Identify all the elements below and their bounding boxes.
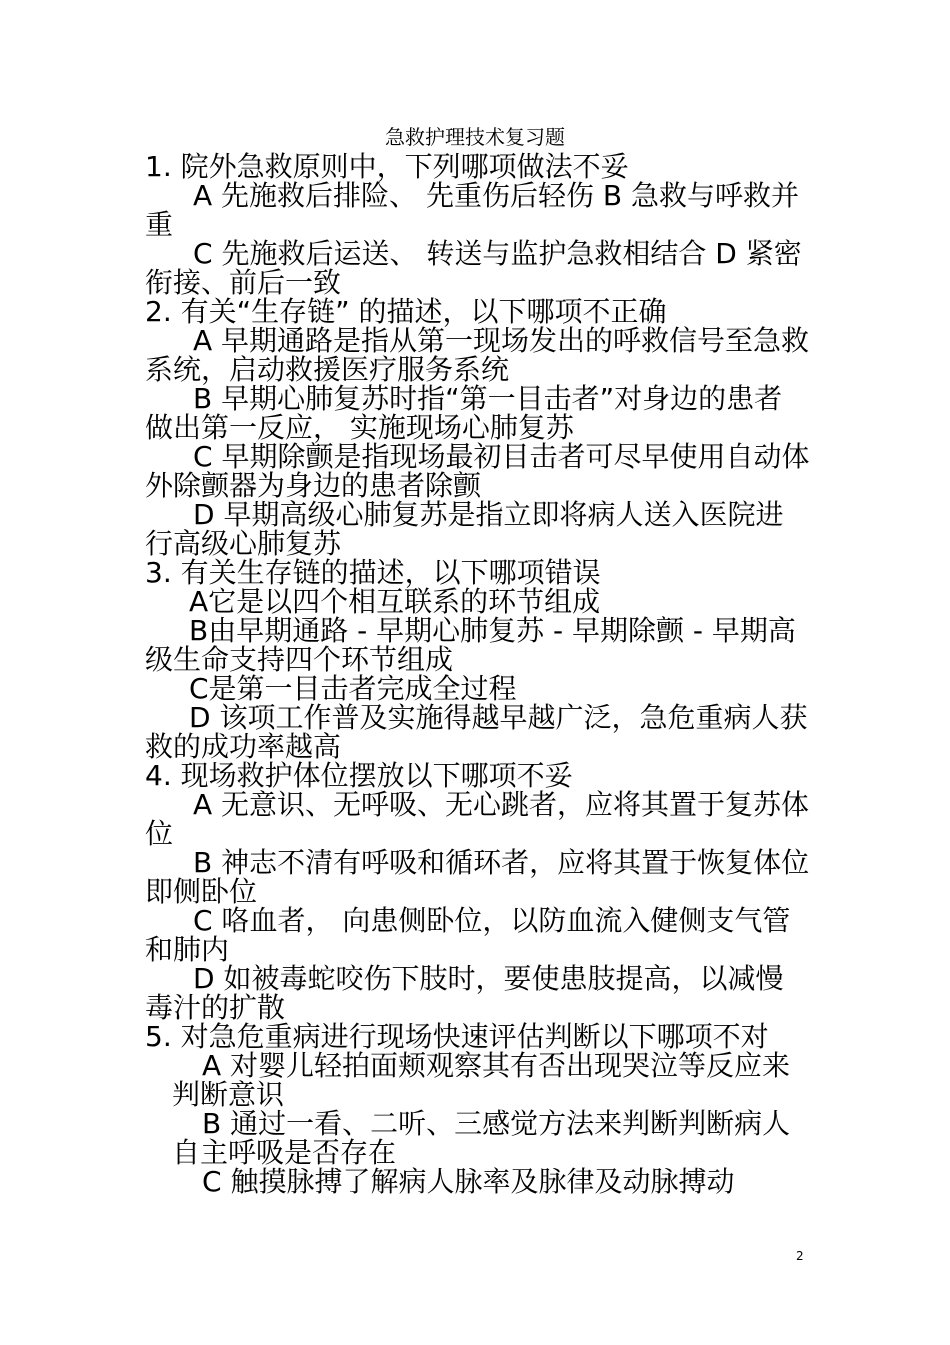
question-stem: 3. 有关生存链的描述，以下哪项错误 [145,556,601,589]
answer-option: C 先施救后运送、 转送与监护急救相结合 D 紧密衔接、前后一致 [145,237,802,299]
answer-option: C 早期除颤是指现场最初目击者可尽早使用自动体外除颤器为身边的患者除颤 [145,440,810,502]
answer-option: B 早期心肺复苏时指“第一目击者”对身边的患者做出第一反应， 实施现场心肺复苏 [145,382,783,444]
question-5 [145,1022,810,1196]
question-stem: 2. 有关“生存链” 的描述，以下哪项不正确 [145,295,667,328]
answer-option: C 咯血者， 向患侧卧位，以防血流入健侧支气管和肺内 [145,904,791,966]
answer-option: D 该项工作普及实施得越早越广泛，急危重病人获救的成功率越高 [145,701,808,763]
answer-option: B 神志不清有呼吸和循环者，应将其置于恢复体位即侧卧位 [145,846,810,908]
answer-option: A 对婴儿轻拍面颊观察其有否出现哭泣等反应来判断意识 [172,1049,791,1111]
question-4 [145,761,810,1022]
question-1 [145,152,810,297]
question-3 [145,558,810,761]
question-stem: 4. 现场救护体位摆放以下哪项不妥 [145,759,573,792]
document-title: 急救护理技术复习题 [385,125,565,149]
question-list [145,152,810,1196]
answer-option: A 先施救后排险、 先重伤后轻伤 B 急救与呼救并重 [145,179,799,241]
answer-option: D 早期高级心肺复苏是指立即将病人送入医院进行高级心肺复苏 [145,498,784,560]
answer-option: A 早期通路是指从第一现场发出的呼救信号至急救系统，启动救援医疗服务系统 [145,324,810,386]
answer-option: A 无意识、无呼吸、无心跳者，应将其置于复苏体位 [145,788,810,850]
answer-option: D 如被毒蛇咬伤下肢时，要使患肢提高，以减慢毒汁的扩散 [145,962,784,1024]
answer-option: A它是以四个相互联系的环节组成 [189,585,601,618]
question-stem: 5. 对急危重病进行现场快速评估判断以下哪项不对 [145,1020,769,1053]
question-stem: 1. 院外急救原则中，下列哪项做法不妥 [145,150,629,183]
answer-option: B 通过一看、二听、三感觉方法来判断判断病人自主呼吸是否存在 [172,1107,791,1169]
answer-option: B由早期通路 - 早期心肺复苏 - 早期除颤 - 早期高级生命支持四个环节组成 [145,614,796,676]
answer-option: C 触摸脉搏了解病人脉率及脉律及动脉搏动 [202,1165,735,1198]
answer-options [145,1051,810,1196]
answer-option: C是第一目击者完成全过程 [189,672,517,705]
question-2 [145,297,810,558]
page-number: 2 [796,1249,804,1263]
